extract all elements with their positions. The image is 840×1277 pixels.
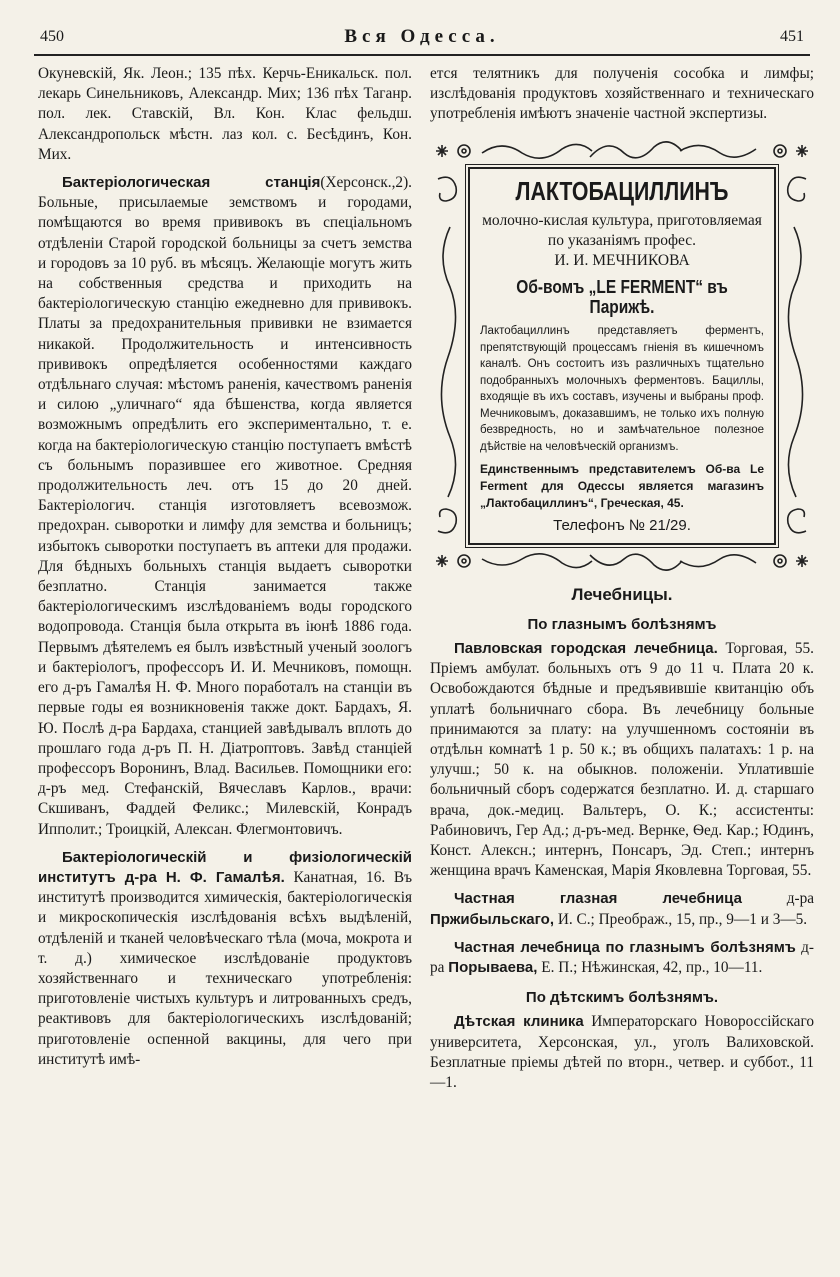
subsection-eye-diseases: По глазнымъ болѣзнямъ	[527, 615, 717, 633]
entry-heading: Бактеріологическая станція	[62, 174, 321, 192]
entry-text: Е. П.; Нѣжинская, 42, пр., 10—11.	[541, 959, 763, 977]
ad-title: ЛАКТОБАЦИЛЛИНЪ	[515, 175, 729, 206]
page-header	[34, 24, 810, 52]
ad-representative: Единственнымъ представителемъ Об-ва Le Ferment для Одессы является магазинъ „Лактобациллинъ“, Греческая, 45.	[480, 462, 764, 511]
paragraph-bacteriological-station	[38, 173, 412, 840]
ornament-bottom-border	[430, 547, 814, 575]
ad-subtitle: молочно-кислая культура, приготовляемая по указаніямъ профес.	[482, 211, 762, 249]
entry-doctor-prefix: д-ра	[430, 938, 814, 977]
ad-author: И. И. МЕЧНИКОВА	[554, 251, 690, 269]
entry-doctor-name: Порываева,	[448, 959, 538, 977]
entry-pavlovsk-clinic	[430, 639, 814, 881]
ad-manufacturer: Об-вомъ „LE FERMENT“ въ Парижѣ.	[516, 276, 728, 318]
section-title-clinics: Лечебницы.	[571, 584, 673, 604]
advertisement-lactobacillin	[430, 137, 814, 575]
entry-heading: Бактеріологическій и физіологическій институтъ д-ра Н. Ф. Гамалѣя.	[38, 848, 412, 886]
header-rule	[34, 54, 810, 56]
paragraph-regiment-doctors: Окуневскій, Як. Леон.; 135 пѣх. Керчь-Еникальск. пол. лекарь Синельниковъ, Александр. Мих; 136 пѣх Таганр. пол. лек. Ставскій, Вл. Кон. Клас фельдш. Александропольск мѣстн. лаз кол. с. Бесѣдинъ, Кон. Мих.	[38, 65, 412, 163]
entry-text: И. С.; Преображ., 15, пр., 9—1 и 3—5.	[557, 910, 808, 928]
entry-private-eye-clinic	[430, 889, 814, 929]
page-number-right: 451	[780, 28, 804, 45]
entry-text: Торговая, 55. Пріемъ амбулат. больныхъ отъ 9 до 11 ч. Плата 20 к. Освобождаются бѣдные и предъявившіе квитанцію объ уплатѣ больничнаго сбора. Въ лечебницу больные принимаются за плату: на улучшенномъ состояніи въ отдѣльн комнатѣ 1 р. 50 к.; въ общихъ палатахъ: 1 р. на улучш.; 50 к. на обыкнов. положеніи. Уплатившіе больничный сборъ содержатся безплатно. И. д. старшаго врача, док.-медиц. Вальтеръ, О. К.; ассистенты: Рабиновичъ, Гер Ад.; д-ръ-мед. Вернке, Ѳед. Кар.; Юдинъ, Конст. Алексн.; интернъ, Понсаръ, Эд. Степ.; интернъ женщина врачъ Каменская, Марія Яковлевна Торговая, 55.	[430, 640, 814, 880]
ad-phone: Телефонъ № 21/29.	[553, 517, 691, 535]
ad-description: Лактобациллинъ представляетъ ферментъ, препятствующій процессамъ гніенія въ кишечномъ каналѣ. Онъ состоитъ изъ различныхъ тщательно подобранныхъ молочныхъ ферментовъ. Бациллы, входящіе въ ихъ составъ, изучены и выбраны проф. Мечниковымъ, доказавшимъ, не только ихъ полную безвредность, но и замѣчательное полезное дѣйствіе на человѣческій организмъ.	[480, 325, 764, 453]
paragraph-continued: ется телятникъ для полученія сособка и лимфы; изслѣдованія продуктовъ хозяйственнаго и техническаго употребленія имѣютъ значеніе частной экспертизы.	[430, 65, 814, 123]
ornament-left-border	[430, 167, 464, 545]
left-column	[38, 64, 412, 1070]
ornament-top-border	[430, 137, 814, 165]
entry-heading: Дѣтская клиника	[454, 1013, 584, 1031]
right-column	[430, 64, 814, 1093]
entry-heading: Частная глазная лечебница	[454, 890, 742, 908]
entry-doctor-prefix: д-ра	[786, 890, 815, 908]
entry-text: Канатная, 16. Въ институтѣ производится химическія, бактеріологическія и микроскопическія изслѣдованія всѣхъ выдѣленій, отдѣленій и тканей человѣческаго тѣла (моча, мокрота и т. д.) химическое изслѣдованіе продуктовъ хозяйственнаго и техническаго употребленія: приготовленіе чистыхъ культуръ и литрованныхъ средъ, реактивовъ для бактеріологическихъ изслѣдованій; приготовленіе оспенной вакцины, для чего при институтѣ имѣ-	[38, 868, 412, 1068]
paragraph-gamaleya-institute	[38, 848, 412, 1070]
page-number-left: 450	[40, 28, 64, 45]
entry-text: Императорскаго Новороссійскаго университета, Херсонская, ул., уголъ Валиховской. Безплатные пріемы дѣтей по вторн., четвер. и суббот., 11—1.	[430, 1013, 814, 1092]
running-title: Вся Одесса.	[344, 26, 500, 47]
ornament-right-border	[780, 167, 814, 545]
entry-eye-disease-clinic	[430, 938, 814, 978]
entry-heading: Павловская городская лечебница.	[454, 640, 718, 658]
advertisement-frame	[468, 167, 776, 545]
entry-text: (Херсонск.,2). Больные, присылаемые земствомъ и городами, помѣщаются во время прививокъ въ спеціальномъ отдѣленіи Старой городской больницы за счетъ земства и городовъ за 10 руб. въ мѣсяцъ. Желающіе могутъ жить на собственныя средства и приходить на бактеріологическую станцію ежедневно для прививокъ. Платы за предохранительныя прививки не взимается никакой. Продолжительность и интенсивность прививокъ опредѣляется особенностями каждаго отдѣльнаго случая: мѣстомъ раненія, качествомъ раненія и силою „уличнаго“ яда бѣшенства, когда является возможнымъ опредѣлить его экспериментально, т. е. когда на бактеріологическую станцію поступаетъ вмѣстѣ съ больнымъ поразившее его животное. Средняя продолжительность леч. отъ 15 до 20 дней. Бактеріологич. станція изготовляетъ всевозмож. предохран. сыворотки и лимфу для земства и больницъ; избытокъ сыворотки поступаетъ въ аптеки для продажи. Для бѣдныхъ больныхъ станція выдаетъ сыворотки безплатно. Станція занимается также бактеріологическимъ изслѣдованіемъ воды городского водопровода. Станція была открыта въ іюнѣ 1886 года. Первымъ дѣятелемъ ея былъ извѣстный ученый зоологъ и бактеріологъ, профессоръ И. И. Мечниковъ, помощн. его д-ръ Гамалѣя Н. Ф. Много поработалъ на станціи въ первые годы ея возникновенія также докт. Бардахъ, Я. Ю. Послѣ д-ра Бардаха, станцией завѣдывалъ вплоть до прошлаго года д-ръ П. Н. Діатроптовъ. Завѣд станціей профессоръ Воронинъ, Влад. Васильев. Помощники его: д-ръ мед. Стефанскій, Вячеславъ Карлов., врачи: Скшиванъ, Фаддей Феликс.; Милевскій, Конрадъ Ипполит.; Троицкій, Алексан. Флегмонтовичъ.	[38, 174, 412, 838]
entry-childrens-clinic	[430, 1012, 814, 1093]
entry-doctor-name: Пржибыльскаго,	[430, 910, 554, 928]
subsection-child-diseases: По дѣтскимъ болѣзнямъ.	[525, 989, 719, 1007]
entry-heading: Частная лечебница по глазнымъ болѣзнямъ	[454, 938, 796, 956]
